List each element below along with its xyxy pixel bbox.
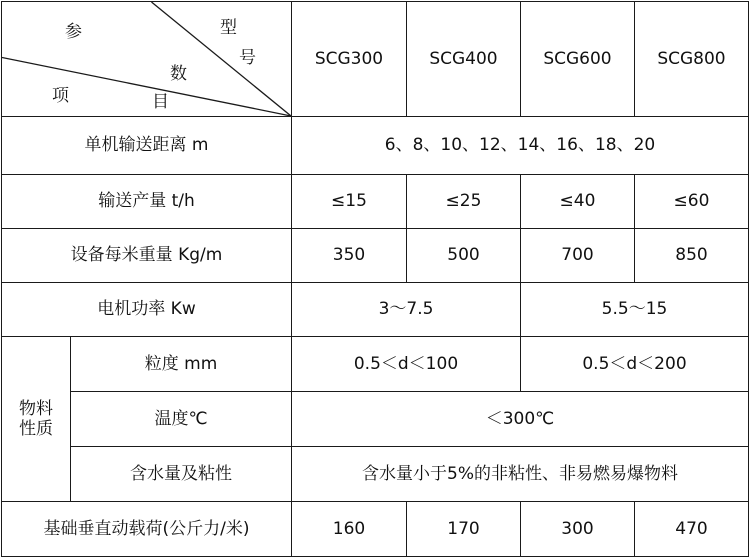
material-properties-label <box>2 337 71 502</box>
header-item-char: 项 <box>52 86 69 106</box>
header-param-char: 参 <box>65 22 82 42</box>
material-label-line1: 物料 <box>19 398 53 419</box>
granularity-label: 粒度 mm <box>71 337 292 392</box>
distance-row <box>2 117 749 175</box>
motor-label: 电机功率 Kw <box>2 283 292 337</box>
load-value: 160 <box>292 502 407 557</box>
model-header: SCG400 <box>407 2 521 117</box>
granularity-row <box>2 337 749 392</box>
weight-value: 700 <box>521 229 635 283</box>
capacity-value: ≤60 <box>635 175 749 229</box>
load-label: 基础垂直动载荷(公斤力/米) <box>2 502 292 557</box>
header-number-char: 号 <box>239 48 256 68</box>
moisture-label: 含水量及粘性 <box>71 447 292 502</box>
temperature-value: ＜300℃ <box>292 392 749 447</box>
motor-value: 3～7.5 <box>292 283 521 337</box>
diagonal-header-cell <box>2 2 292 117</box>
material-label-line2: 性质 <box>19 419 53 439</box>
granularity-value: 0.5＜d＜100 <box>292 337 521 392</box>
capacity-value: ≤15 <box>292 175 407 229</box>
load-row <box>2 502 749 557</box>
distance-value: 6、8、10、12、14、16、18、20 <box>292 117 749 175</box>
header-row <box>2 2 749 117</box>
header-model-char: 型 <box>220 18 237 38</box>
granularity-value: 0.5＜d＜200 <box>521 337 749 392</box>
load-value: 300 <box>521 502 635 557</box>
temperature-label: 温度℃ <box>71 392 292 447</box>
model-header: SCG600 <box>521 2 635 117</box>
capacity-label: 输送产量 t/h <box>2 175 292 229</box>
capacity-value: ≤25 <box>407 175 521 229</box>
load-value: 170 <box>407 502 521 557</box>
header-count-char: 数 <box>170 64 187 84</box>
model-header: SCG300 <box>292 2 407 117</box>
distance-label: 单机输送距离 m <box>2 117 292 175</box>
capacity-value: ≤40 <box>521 175 635 229</box>
motor-row <box>2 283 749 337</box>
header-entry-char: 目 <box>152 92 169 112</box>
temperature-row <box>2 392 749 447</box>
capacity-row <box>2 175 749 229</box>
spec-table <box>1 1 749 557</box>
model-header: SCG800 <box>635 2 749 117</box>
weight-value: 350 <box>292 229 407 283</box>
moisture-row <box>2 447 749 502</box>
weight-label: 设备每米重量 Kg/m <box>2 229 292 283</box>
weight-row <box>2 229 749 283</box>
load-value: 470 <box>635 502 749 557</box>
weight-value: 850 <box>635 229 749 283</box>
moisture-value: 含水量小于5%的非粘性、非易燃易爆物料 <box>292 447 749 502</box>
weight-value: 500 <box>407 229 521 283</box>
motor-value: 5.5～15 <box>521 283 749 337</box>
